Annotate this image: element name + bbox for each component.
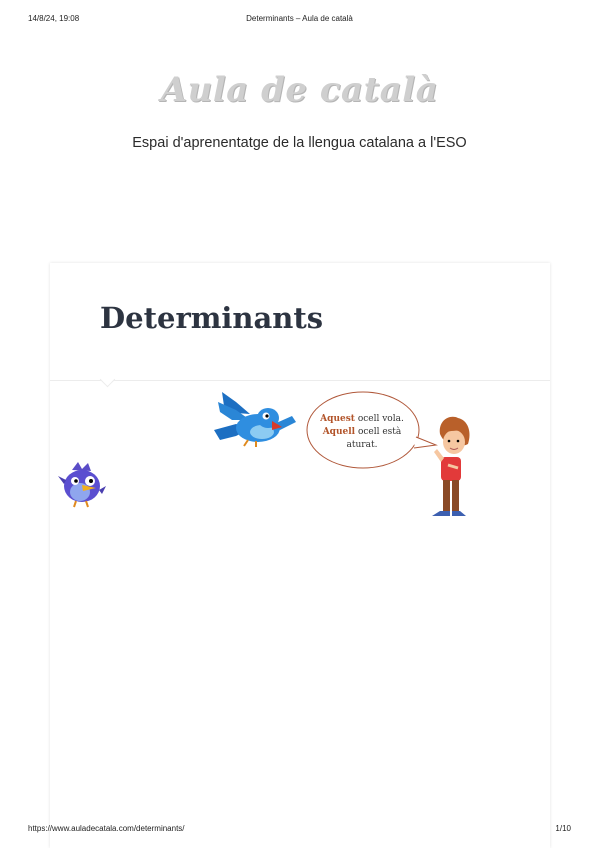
print-page-number: 1/10 <box>555 824 571 833</box>
purple-bird-icon <box>58 462 106 507</box>
boy-icon <box>432 417 470 516</box>
site-title[interactable]: Aula de català <box>160 70 439 110</box>
speech-line-2: Aquell ocell està <box>322 427 402 437</box>
blue-flying-bird-icon <box>214 392 296 447</box>
print-page-title: Determinants – Aula de català <box>246 14 353 23</box>
print-datetime: 14/8/24, 19:08 <box>28 14 80 23</box>
site-tagline: Espai d'aprenentatge de la llengua catalana a l'ESO <box>132 135 467 151</box>
speech-bubble-text <box>312 413 412 452</box>
speech-line-3: aturat. <box>346 440 378 450</box>
speech-line-1: Aquest ocell vola. <box>320 414 404 424</box>
post-title: Determinants <box>100 301 324 335</box>
print-url[interactable]: https://www.auladecatala.com/determinants/ <box>28 824 185 833</box>
